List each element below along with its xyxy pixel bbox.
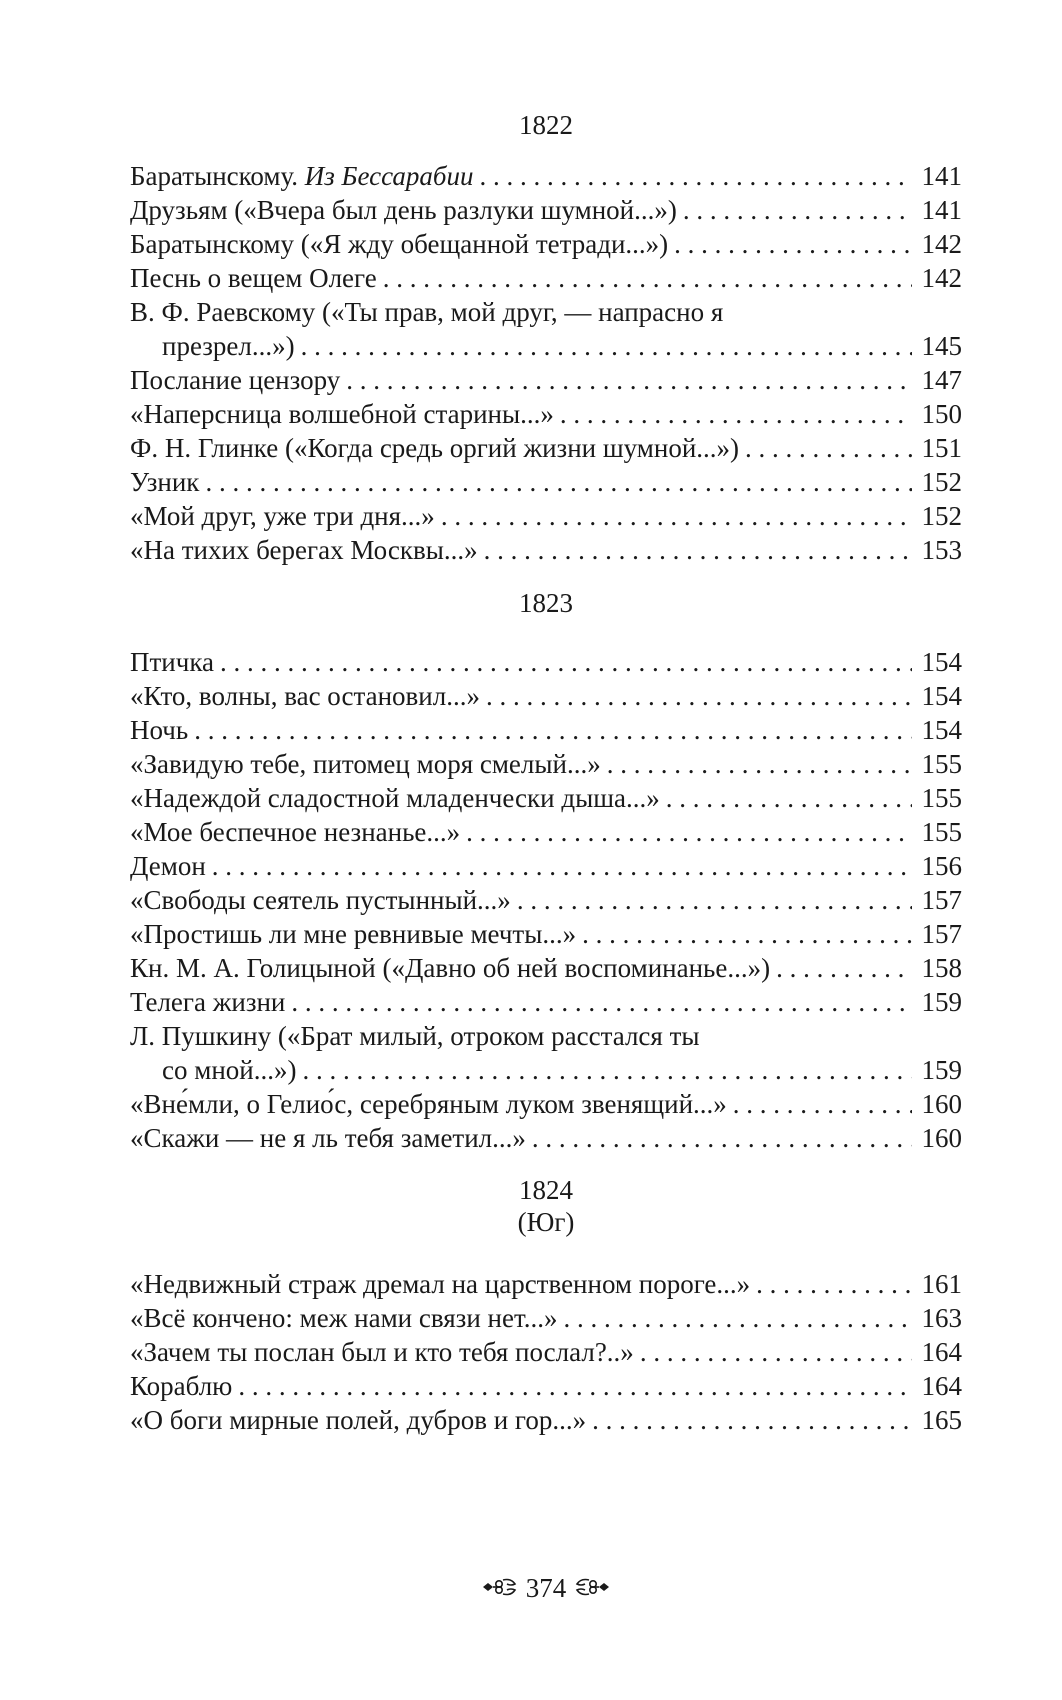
entry-title: Ночь <box>130 715 189 745</box>
entry-title-continuation: со мной...») <box>162 1055 297 1085</box>
entry-title: Кораблю <box>130 1371 233 1401</box>
entry-page: 156 <box>921 851 962 881</box>
entry-title: «Надеждой сладостной младенчески дыша...» <box>130 783 660 813</box>
toc-entry <box>130 780 962 817</box>
entry-page: 147 <box>921 365 962 395</box>
entry-title: «Вне́мли, о Гелио́с, серебряным луком звенящий...» <box>130 1089 727 1119</box>
toc-entry <box>130 192 962 229</box>
entry-title: Птичка <box>130 647 215 677</box>
toc-entry <box>130 430 962 467</box>
toc-entry <box>130 814 962 851</box>
section-year-1823: 1823 <box>519 588 573 618</box>
entry-page: 154 <box>921 681 962 711</box>
entry-title: «Простишь ли мне ревнивые мечты...» <box>130 919 577 949</box>
entry-title: «Мой друг, уже три дня...» <box>130 501 435 531</box>
entry-page: 153 <box>921 535 962 565</box>
entry-title: Послание цензору <box>130 365 341 395</box>
entry-title: Демон <box>130 851 206 881</box>
entry-title: Песнь о вещем Олеге <box>130 263 377 293</box>
section-year-1824: 1824 <box>519 1175 573 1205</box>
toc-entry <box>130 362 962 399</box>
entry-title: «Мое беспечное незнанье...» <box>130 817 461 847</box>
toc-entry <box>130 678 962 715</box>
toc-entry <box>130 950 962 987</box>
entry-title: Л. Пушкину («Брат милый, отроком расстался ты <box>130 1021 700 1051</box>
toc-entry <box>130 1402 962 1439</box>
entry-title: «Зачем ты послан был и кто тебя послал?..» <box>130 1337 634 1367</box>
right-flourish-icon <box>573 1574 611 1608</box>
entry-page: 163 <box>921 1303 962 1333</box>
entry-page: 161 <box>921 1269 962 1299</box>
entry-page: 141 <box>921 161 962 191</box>
toc-entry <box>130 1266 962 1303</box>
entry-page: 165 <box>921 1405 962 1435</box>
toc-entry <box>130 464 962 501</box>
entry-title: «Свободы сеятель пустынный...» <box>130 885 511 915</box>
entry-page: 164 <box>921 1371 962 1401</box>
entry-title: Кн. М. А. Голицыной («Давно об ней воспоминанье...») <box>130 953 771 983</box>
entry-title: В. Ф. Раевскому («Ты прав, мой друг, — напрасно я <box>130 297 724 327</box>
section-year-1822: 1822 <box>519 110 573 140</box>
entry-title: «О боги мирные полей, дубров и гор...» <box>130 1405 587 1435</box>
toc-entry <box>130 396 962 433</box>
toc-entry <box>130 916 962 953</box>
toc-entry <box>130 712 962 749</box>
left-flourish-icon <box>481 1574 519 1608</box>
entry-page: 150 <box>921 399 962 429</box>
toc-entry <box>130 746 962 783</box>
entry-title: «Всё кончено: меж нами связи нет...» <box>130 1303 558 1333</box>
entry-page: 164 <box>921 1337 962 1367</box>
entry-title: «Недвижный страж дремал на царственном пороге...» <box>130 1269 751 1299</box>
entry-title-continuation: презрел...») <box>162 331 295 361</box>
entry-page: 154 <box>921 647 962 677</box>
toc-entry <box>130 1120 962 1157</box>
entry-page: 159 <box>921 1055 962 1085</box>
toc-entry <box>130 1086 962 1123</box>
toc-entry <box>130 260 962 297</box>
page-footer <box>130 1571 962 1608</box>
entry-page: 151 <box>921 433 962 463</box>
entry-page: 155 <box>921 783 962 813</box>
entry-title: Баратынскому. <box>130 161 305 191</box>
entry-page: 142 <box>921 229 962 259</box>
entry-page: 157 <box>921 919 962 949</box>
entry-title: Телега жизни <box>130 987 286 1017</box>
entry-title: «На тихих берегах Москвы...» <box>130 535 478 565</box>
toc-entry <box>130 158 962 195</box>
entry-title: «Скажи — не я ль тебя заметил...» <box>130 1123 526 1153</box>
entry-page: 142 <box>921 263 962 293</box>
section-subtitle: (Юг) <box>517 1207 575 1237</box>
entry-page: 159 <box>921 987 962 1017</box>
toc-entry <box>130 984 962 1021</box>
entry-title-italic: Из Бессарабии <box>304 161 474 191</box>
entry-page: 152 <box>921 467 962 497</box>
toc-entry <box>130 532 962 569</box>
toc-entry <box>130 1334 962 1371</box>
entry-title: Друзьям («Вчера был день разлуки шумной...») <box>130 195 677 225</box>
toc-entry <box>130 498 962 535</box>
entry-title: «Завидую тебе, питомец моря смелый...» <box>130 749 601 779</box>
toc-entry <box>130 882 962 919</box>
toc-entry <box>130 644 962 681</box>
entry-page: 160 <box>921 1089 962 1119</box>
entry-title: Ф. Н. Глинке («Когда средь оргий жизни шумной...») <box>130 433 740 463</box>
entry-page: 152 <box>921 501 962 531</box>
toc-entry <box>130 848 962 885</box>
page-number: 374 <box>525 1573 567 1603</box>
toc-entry <box>130 226 962 263</box>
entry-page: 157 <box>921 885 962 915</box>
entry-title: «Наперсница волшебной старины...» <box>130 399 554 429</box>
entry-title: «Кто, волны, вас остановил...» <box>130 681 480 711</box>
entry-title: Баратынскому («Я жду обещанной тетради...») <box>130 229 669 259</box>
toc-entry <box>130 1368 962 1405</box>
entry-page: 155 <box>921 749 962 779</box>
entry-page: 158 <box>921 953 962 983</box>
entry-title: Узник <box>130 467 200 497</box>
toc-entry <box>130 1018 962 1089</box>
entry-page: 155 <box>921 817 962 847</box>
entry-page: 160 <box>921 1123 962 1153</box>
entry-page: 145 <box>921 331 962 361</box>
entry-page: 141 <box>921 195 962 225</box>
toc-entry <box>130 294 962 365</box>
toc-entry <box>130 1300 962 1337</box>
entry-page: 154 <box>921 715 962 745</box>
